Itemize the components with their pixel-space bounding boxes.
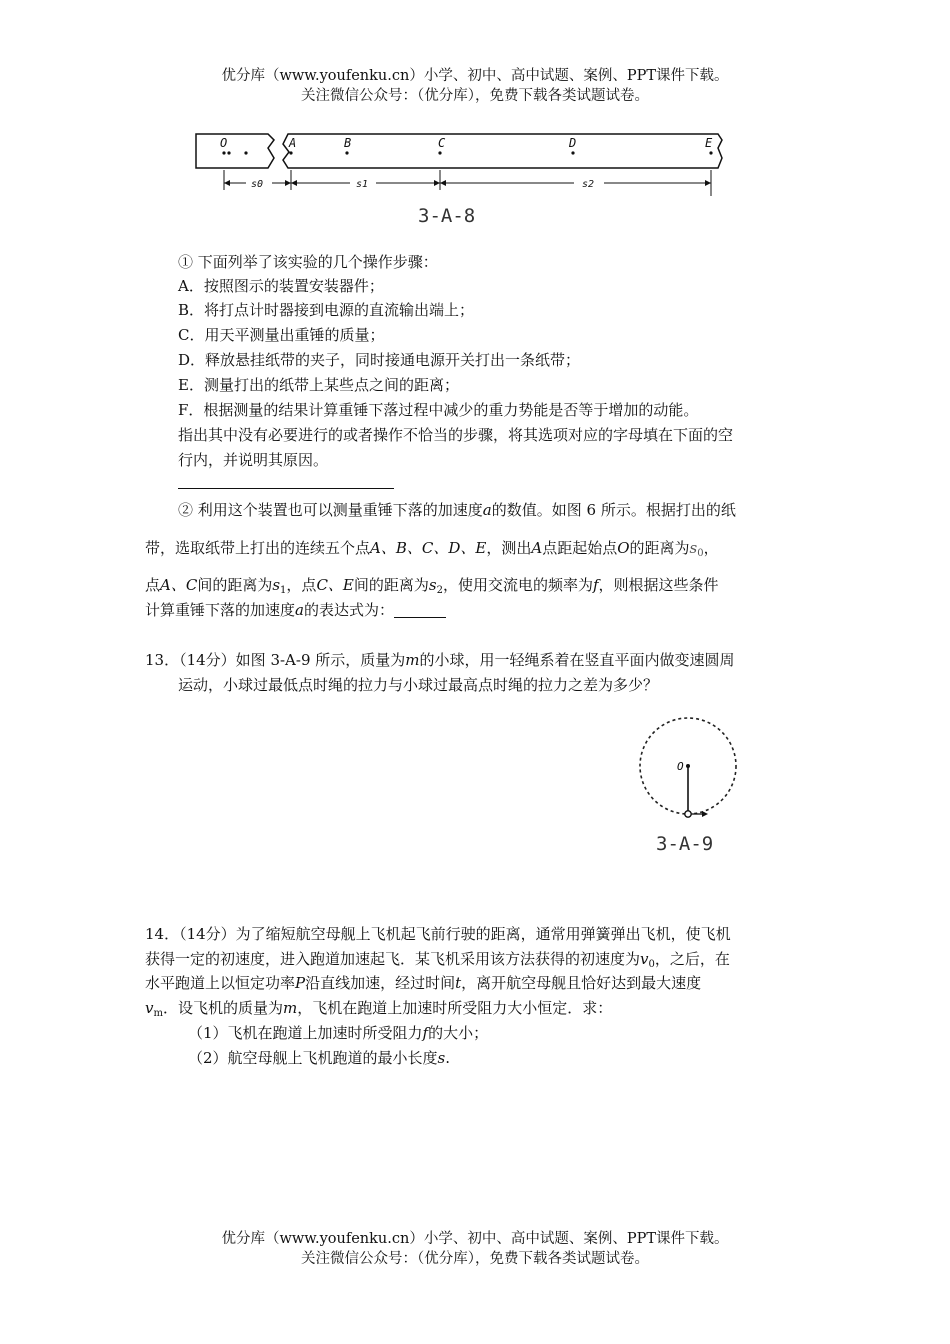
figure-3-a-9-caption: 3-A-9 [656,833,714,855]
tape-point-O: O [220,136,228,150]
tape-point-D: D [569,136,577,150]
dim-s1: s1 [356,179,369,190]
tape-point-C: C [438,136,446,150]
page-header [0,66,950,106]
header-line-1: 优分库（www.youfenku.cn）小学、初中、高中试题、案例、PPT课件下载。 [221,68,729,84]
q12-sub1-intro: ① 下面列举了该实验的几个操作步骤： [178,253,438,271]
dim-s0: s0 [251,179,264,190]
q14-line-3: 水平跑道上以恒定功率P沿直线加速，经过时间t，离开航空母舰且恰好达到最大速度 [145,974,702,992]
header-line-2: 关注微信公众号：（优分库），免费下载各类试题试卷。 [301,88,649,104]
footer-line-1: 优分库（www.youfenku.cn）小学、初中、高中试题、案例、PPT课件下载。 [221,1231,729,1247]
tape-point-A: A [289,136,297,150]
q12-answer-blank-2[interactable] [394,601,446,618]
q12-step-d: D．释放悬挂纸带的夹子，同时接通电源开关打出一条纸带； [178,351,581,369]
q12-instruction-line-1: 指出其中没有必要进行的或者操作不恰当的步骤，将其选项对应的字母填在下面的空 [178,426,734,444]
circle-center-label: O [677,760,684,773]
q13-line-2: 运动，小球过最低点时绳的拉力与小球过最高点时绳的拉力之差为多少？ [178,676,659,694]
q12-sub2-line-4: 计算重锤下落的加速度a的表达式为： [145,598,446,622]
q12-sub2-line-3: 点A、C间的距离为$s_1$，点C、E间的距离为$s_2$，使用交流电的频率为f，则根据这些条件 [145,576,719,596]
tape-point-B: B [344,136,352,150]
figure-3-a-8-caption: 3-A-8 [418,205,476,227]
q12-step-e: E．测量打出的纸带上某些点之间的距离； [178,376,459,394]
q14-line-1: 14．（14分）为了缩短航空母舰上飞机起飞前行驶的距离，通常用弹簧弹出飞机，使飞机 [145,925,731,943]
footer-line-2: 关注微信公众号：（优分库），免费下载各类试题试卷。 [301,1251,649,1267]
q12-sub2-line-1: ② 利用这个装置也可以测量重锤下落的加速度a的数值。如图 6 所示。根据打出的纸 [178,501,736,519]
q14-part-1: （1）飞机在跑道上加速时所受阻力f的大小； [188,1024,489,1042]
figure-3-a-9 [630,710,750,860]
q12-step-b: B．将打点计时器接到电源的直流输出端上； [178,301,475,319]
q12-answer-blank-1[interactable] [178,488,394,489]
dim-s2: s2 [582,179,595,190]
tape-point-E: E [705,136,713,150]
figure-3-a-8 [190,126,730,228]
q12-sub2-line-2: 带，选取纸带上打出的连续五个点A、B、C、D、E，测出A点距起始点O的距离为$s_0$， [145,539,719,559]
q12-step-a: A．按照图示的装置安装器件； [178,277,384,295]
q14-line-4: $v_m$．设飞机的质量为m，飞机在跑道上加速时所受阻力大小恒定．求： [145,999,613,1019]
page-footer [0,1229,950,1269]
q12-step-c: C．用天平测量出重锤的质量； [178,326,385,344]
q13-line-1: 13．（14分）如图 3-A-9 所示，质量为m的小球，用一轻绳系着在竖直平面内做变速圆周 [145,651,735,669]
q12-step-f: F．根据测量的结果计算重锤下落过程中减少的重力势能是否等于增加的动能。 [178,401,699,419]
q14-line-2: 获得一定的初速度，进入跑道加速起飞．某飞机采用该方法获得的初速度为$v_0$，之后，在 [145,950,730,970]
q14-part-2: （2）航空母舰上飞机跑道的最小长度s. [188,1049,451,1067]
q12-instruction-line-2: 行内，并说明其原因。 [178,451,329,469]
